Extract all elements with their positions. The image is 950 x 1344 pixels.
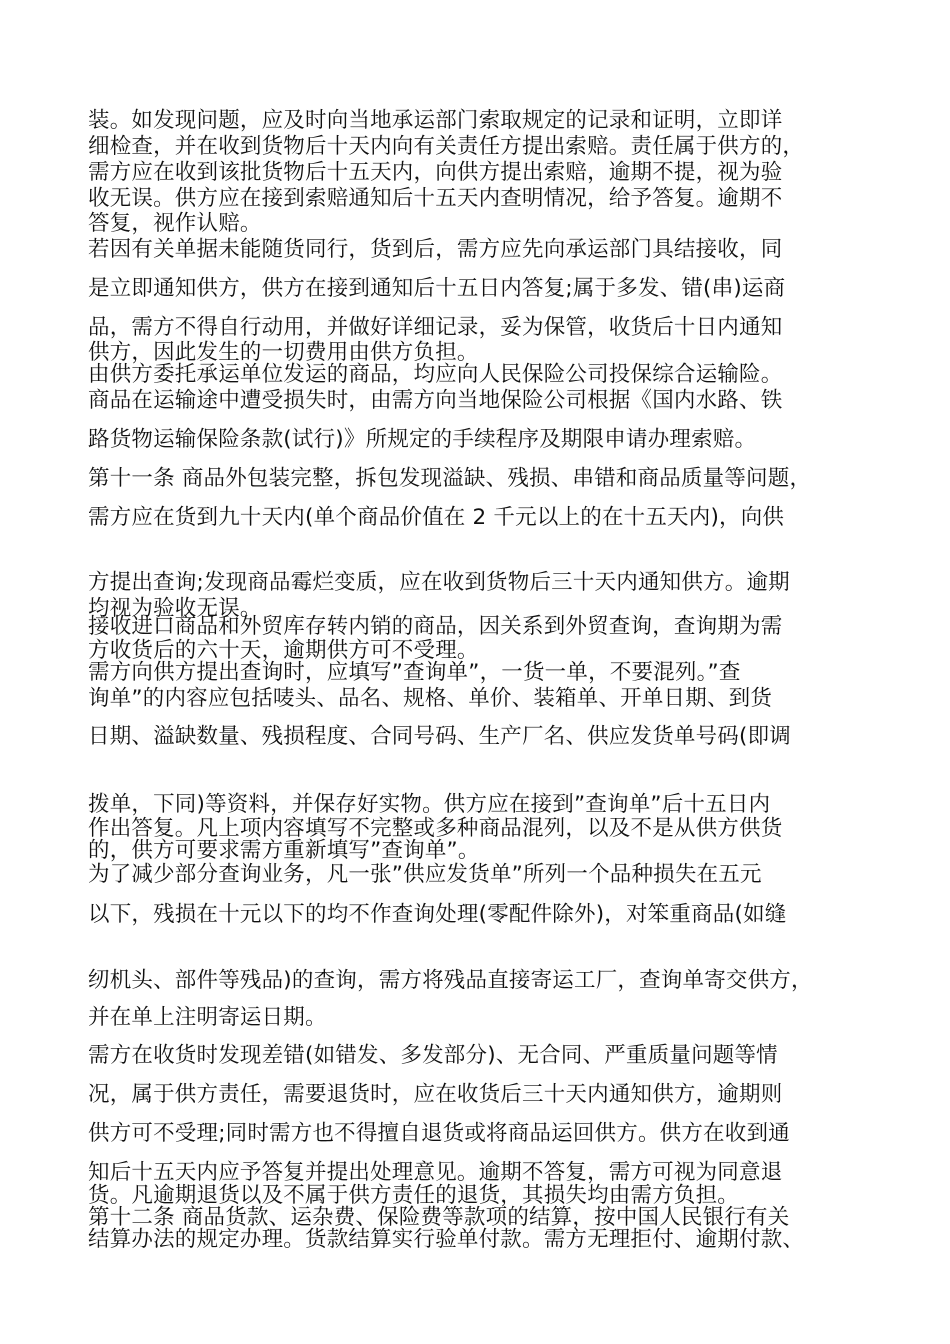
text-line: 货。凡逾期退货以及不属于供方责任的退货，其损失均由需方负担。 <box>88 1183 740 1208</box>
text-line: 路货物运输保险条款(试行)》所规定的手续程序及期限申请办理索赔。 <box>88 427 757 452</box>
text-line: 商品在运输途中遭受损失时，由需方向当地保险公司根据《国内水路、铁 <box>88 388 783 413</box>
text-line: 需方在收货时发现差错(如错发、多发部分)、无合同、严重质量问题等情 <box>88 1043 778 1068</box>
text-line: 供方，因此发生的一切费用由供方负担。 <box>88 340 479 365</box>
text-line: 以下，残损在十元以下的均不作查询处理(零配件除外)，对笨重商品(如缝 <box>88 902 787 927</box>
text-line: 需方应在货到九十天内(单个商品价值在 2 千元以上的在十五天内)，向供 <box>88 505 785 530</box>
text-line: 询单”的内容应包括唛头、品名、规格、单价、装箱单、开单日期、到货 <box>88 686 773 711</box>
text-line: 纫机头、部件等残品)的查询，需方将残品直接寄运工厂，查询单寄交供方， <box>88 968 813 993</box>
text-line: 品，需方不得自行动用，并做好详细记录，妥为保管，收货后十日内通知 <box>88 315 783 340</box>
text-line: 均视为验收无误。 <box>88 596 262 621</box>
text-line: 若因有关单据未能随货同行，货到后，需方应先向承运部门具结接收，同 <box>88 237 783 262</box>
text-line: 知后十五天内应予答复并提出处理意见。逾期不答复，需方可视为同意退 <box>88 1160 783 1185</box>
text-line: 为了减少部分查询业务，凡一张”供应发货单”所列一个品种损失在五元 <box>88 862 762 887</box>
text-line: 结算办法的规定办理。货款结算实行验单付款。需方无理拒付、逾期付款、 <box>88 1227 805 1252</box>
text-line: 方收货后的六十天，逾期供方可不受理。 <box>88 638 479 663</box>
text-line: 需方应在收到该批货物后十五天内，向供方提出索赔，逾期不提，视为验 <box>88 160 783 185</box>
text-line: 供方可不受理;同时需方也不得擅自退货或将商品运回供方。供方在收到通 <box>88 1121 790 1146</box>
text-line: 方提出查询;发现商品霉烂变质，应在收到货物后三十天内通知供方。逾期 <box>88 570 790 595</box>
text-line: 作出答复。凡上项内容填写不完整或多种商品混列，以及不是从供方供货 <box>88 816 783 841</box>
text-line: 装。如发现问题，应及时向当地承运部门索取规定的记录和证明，立即详 <box>88 108 783 133</box>
text-line: 日期、溢缺数量、残损程度、合同号码、生产厂名、供应发货单号码(即调 <box>88 724 791 749</box>
text-line: 况，属于供方责任，需要退货时，应在收货后三十天内通知供方，逾期则 <box>88 1082 783 1107</box>
text-line: 并在单上注明寄运日期。 <box>88 1005 327 1030</box>
text-line: 由供方委托承运单位发运的商品，均应向人民保险公司投保综合运输险。 <box>88 362 783 387</box>
text-line: 收无误。供方应在接到索赔通知后十五天内查明情况，给予答复。逾期不 <box>88 186 783 211</box>
text-line: 第十一条 商品外包装完整，拆包发现溢缺、残损、串错和商品质量等问题， <box>88 466 812 491</box>
text-line: 接收进口商品和外贸库存转内销的商品，因关系到外贸查询，查询期为需 <box>88 614 783 639</box>
text-line: 需方向供方提出查询时，应填写”查询单”，一货一单，不要混列。”查 <box>88 660 741 685</box>
text-line: 答复，视作认赔。 <box>88 211 262 236</box>
text-line: 是立即通知供方，供方在接到通知后十五日内答复;属于多发、错(串)运商 <box>88 276 786 301</box>
text-line: 的，供方可要求需方重新填写”查询单”。 <box>88 838 480 863</box>
text-line: 细检查，并在收到货物后十天内向有关责任方提出索赔。责任属于供方的， <box>88 134 805 159</box>
text-line: 拨单，下同)等资料，并保存好实物。供方应在接到”查询单”后十五日内 <box>88 792 771 817</box>
text-line: 第十二条 商品货款、运杂费、保险费等款项的结算，按中国人民银行有关 <box>88 1205 790 1230</box>
